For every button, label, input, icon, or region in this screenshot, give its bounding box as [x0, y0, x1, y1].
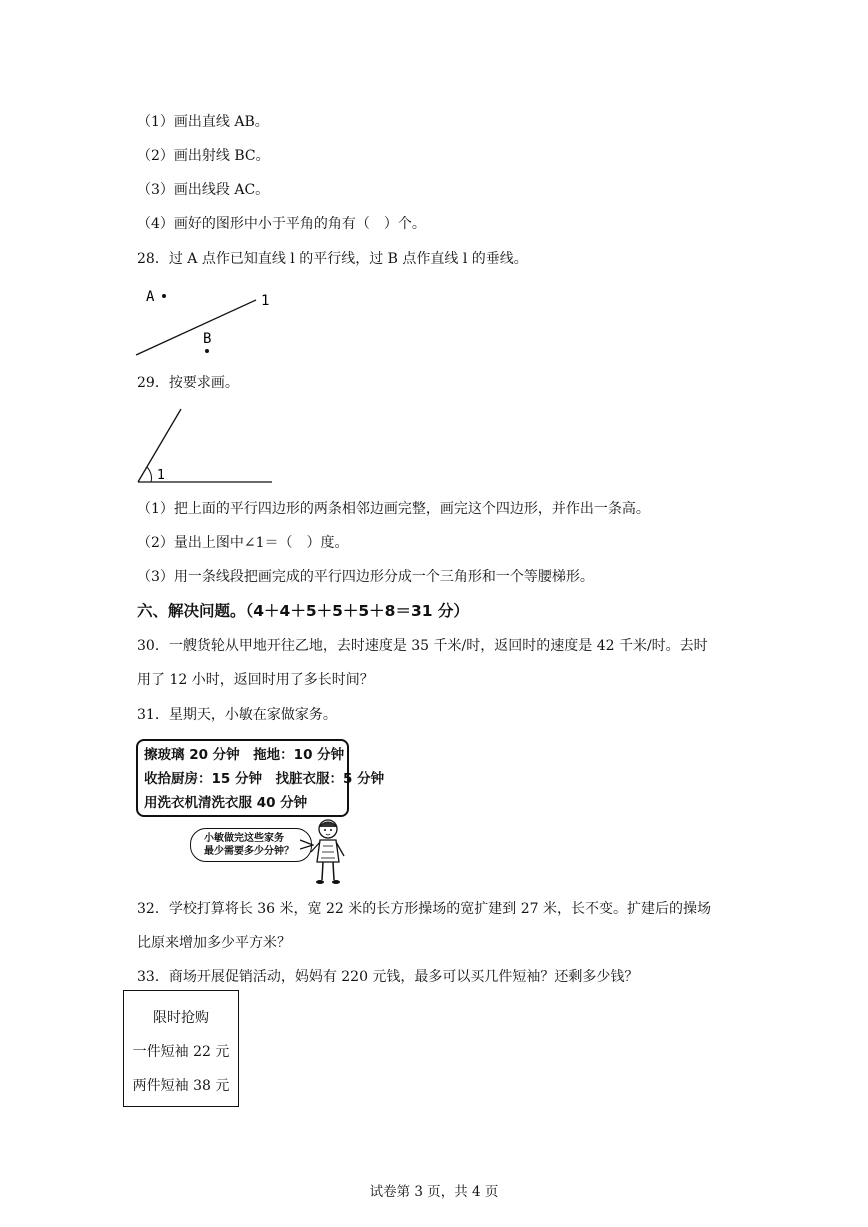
- section-6-heading: 六、解决问题。（4＋4＋5＋5＋5＋8＝31 分）: [137, 602, 469, 620]
- point-a-label: A: [146, 289, 155, 305]
- q27-sub4: （4）画好的图形中小于平角的角有（ ）个。: [137, 216, 426, 232]
- q33-text: 33．商场开展促销活动，妈妈有 220 元钱，最多可以买几件短袖？还剩多少钱？: [137, 969, 639, 985]
- point-b: [205, 349, 209, 353]
- q29-sub2: （2）量出上图中∠1＝（ ）度。: [137, 535, 349, 551]
- bubble-line-1: 小敏做完这些家务: [204, 833, 284, 844]
- q32-line2: 比原来增加多少平方米？: [137, 935, 291, 951]
- angle-1-label: 1: [157, 468, 166, 483]
- point-a: [162, 294, 166, 298]
- page-footer: 试卷第 3 页，共 4 页: [369, 1184, 499, 1200]
- q31-text: 31．星期天，小敏在家做家务。: [137, 707, 337, 723]
- q27-sub1: （1）画出直线 AB。: [137, 114, 269, 130]
- q30-line2: 用了 12 小时，返回时用了多长时间？: [137, 672, 374, 688]
- q30-line1: 30．一艘货轮从甲地开往乙地，去时速度是 35 千米/时，返回时的速度是 42 千米/时。去时: [137, 638, 708, 654]
- q29-text: 29．按要求画。: [137, 375, 239, 391]
- angle-arc: [147, 467, 152, 482]
- q32-line1: 32．学校打算将长 36 米，宽 22 米的长方形操场的宽扩建到 27 米，长不变。扩建后的操场: [137, 901, 711, 917]
- line-l-label: 1: [261, 293, 270, 309]
- q28-figure: [130, 282, 280, 362]
- chores-line-2: 收拾厨房：15 分钟 找脏衣服：5 分钟: [144, 771, 385, 787]
- q29-sub3: （3）用一条线段把画完成的平行四边形分成一个三角形和一个等腰梯形。: [137, 569, 594, 585]
- speech-bubble: [190, 828, 312, 862]
- chores-list-box: [136, 739, 385, 817]
- q27-sub3: （3）画出线段 AC。: [137, 182, 270, 198]
- q29-sub1: （1）把上面的平行四边形的两条相邻边画完整，画完这个四边形，并作出一条高。: [137, 501, 650, 517]
- chores-line-1: 擦玻璃 20 分钟 拖地：10 分钟: [144, 747, 345, 763]
- price-one-shirt: 一件短袖 22 元: [132, 1044, 230, 1060]
- chores-line-3: 用洗衣机清洗衣服 40 分钟: [144, 795, 308, 811]
- price-two-shirts: 两件短袖 38 元: [132, 1078, 230, 1094]
- promotion-price-box: [123, 990, 239, 1107]
- promotion-title: 限时抢购: [153, 1010, 209, 1026]
- bubble-line-2: 最少需要多少分钟？: [204, 846, 294, 857]
- q27-sub2: （2）画出射线 BC。: [137, 148, 270, 164]
- q29-angle-figure: [130, 400, 280, 485]
- q28-text: 28．过 A 点作已知直线 l 的平行线，过 B 点作直线 l 的垂线。: [137, 251, 528, 267]
- girl-illustration-icon: [308, 818, 348, 886]
- line-l: [136, 300, 256, 355]
- point-b-label: B: [203, 331, 212, 347]
